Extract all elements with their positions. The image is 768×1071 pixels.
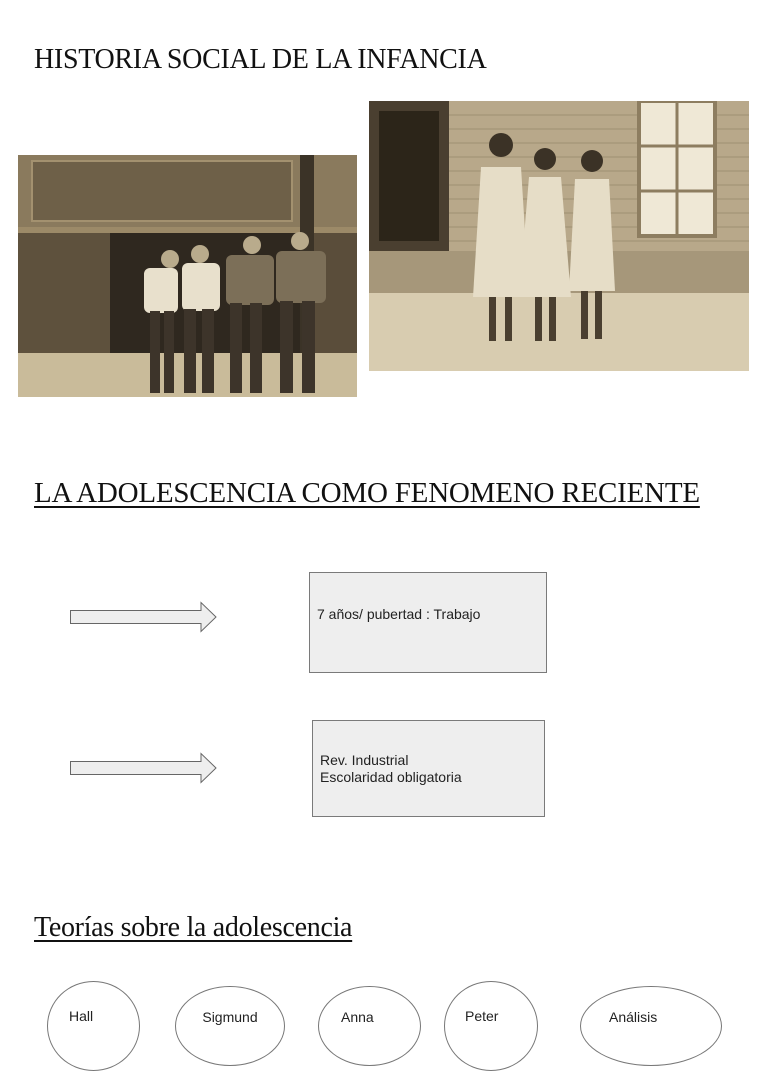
arrow-right-icon [69, 601, 219, 638]
theory-node-anna [318, 986, 421, 1066]
theory-label: Análisis [609, 1009, 658, 1025]
theory-node-hall [47, 981, 140, 1071]
theory-node-peter [444, 981, 538, 1071]
info-box-industrial [312, 720, 545, 817]
theory-label: Sigmund [202, 1009, 258, 1025]
photo-girls-house [369, 101, 749, 371]
info-box-line: 7 años/ pubertad : Trabajo [317, 606, 481, 622]
info-box-line: Escolaridad obligatoria [320, 769, 462, 785]
info-box-trabajo [309, 572, 547, 673]
section-title-adolescencia: LA ADOLESCENCIA COMO FENOMENO RECIENTE [34, 477, 700, 509]
info-box-line: Rev. Industrial [320, 752, 409, 768]
section-title-teorias: Teorías sobre la adolescencia [34, 912, 353, 943]
arrow-right-icon [69, 752, 219, 789]
theory-label: Anna [341, 1009, 374, 1025]
theory-label: Hall [69, 1008, 94, 1024]
theory-node-analisis [580, 986, 722, 1066]
photo-boys-storefront [18, 155, 357, 397]
section-title-historia: HISTORIA SOCIAL DE LA INFANCIA [34, 44, 487, 75]
theory-node-sigmund [175, 986, 285, 1066]
theory-label: Peter [465, 1008, 499, 1024]
